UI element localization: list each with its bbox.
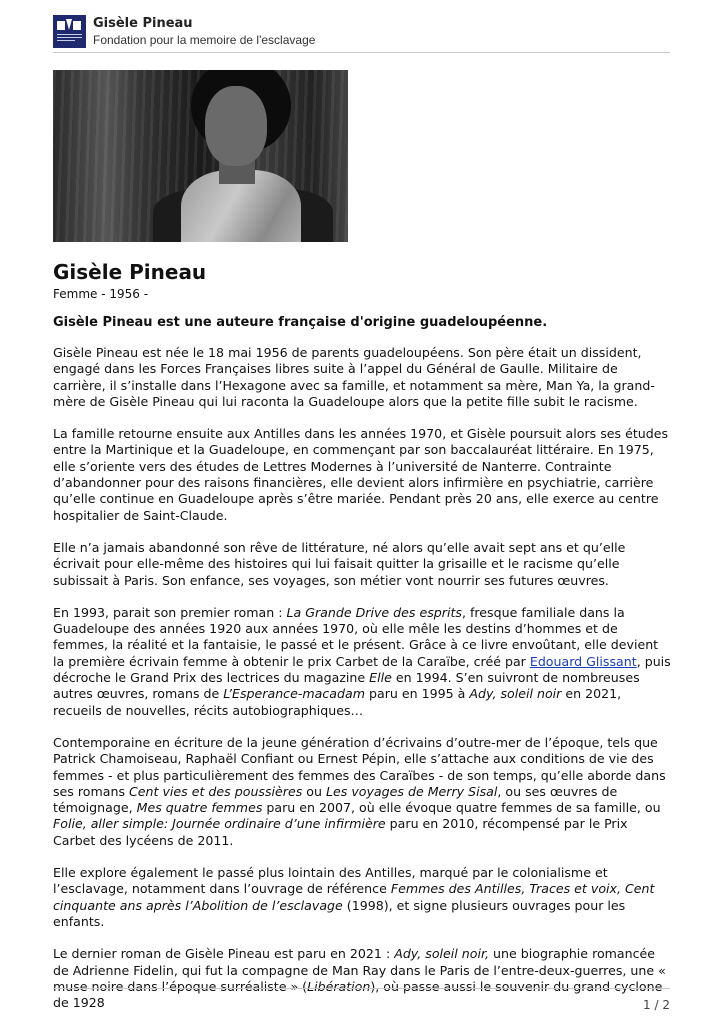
paragraph-1: Gisèle Pineau est née le 18 mai 1956 de parents guadeloupéens. Son père était un dissident, engagé dans les Forces Françaises libres suite à l’appel du Général de Gaulle. Militaire de carrière, il s’installe dans l’Hexagone avec sa famille, et notamment sa mère, Man Ya, la grand-mère de Gisèle Pineau qui lui raconta la Guadeloupe alors que la petite fille subit le racisme.: [53, 345, 655, 409]
book-title: Les voyages de Merry Sisal: [325, 783, 498, 799]
book-title: Ady, soleil noir: [469, 686, 562, 702]
paragraph-4: En 1993, parait son premier roman : La Grande Drive des esprits, fresque familiale dans la Guadeloupe des années 1920 aux années 1970, où elle mêle les destins d’hommes et de femmes, la réalité et la fantaisie, le passé et le présent. Grâce à ce livre envoûtant, elle devient la première écrivain femme à obtenir le prix Carbet de la Caraïbe, créé par Edouard Glissant, puis décroche le Grand Prix des lectrices du magazine Elle en 1994. S’en suivront de nombreuses autres œuvres, romans de L’Esperance-macadam paru en 1995 à Ady, soleil noir en 2021, recueils de nouvelles, récits autobiographiques…: [53, 604, 671, 718]
foundation-logo-icon: [53, 15, 86, 48]
header-subtitle: Fondation pour la memoire de l'esclavage: [93, 33, 316, 47]
book-title: Femmes des Antilles, Traces et voix, Cent cinquante ans après l’Abolition de l’esclavage: [53, 881, 655, 913]
page-number: 1 / 2: [643, 998, 670, 1012]
glissant-link[interactable]: Edouard Glissant: [529, 653, 637, 669]
portrait-photo: [53, 70, 348, 242]
paragraph-3: Elle n’a jamais abandonné son rêve de littérature, né alors qu’elle avait sept ans et qu’elle écrivait pour elle-même des histoires qui lui faisait quitter la grisaille et le racisme qu’elle subissait à Paris. Son enfance, ses voyages, son métier vont nourrir ses futures œuvres.: [53, 539, 626, 588]
lead-sentence: Gisèle Pineau est une auteure française d'origine guadeloupéenne.: [53, 315, 548, 330]
article-body: [53, 345, 673, 1027]
header-title: Gisèle Pineau: [93, 16, 193, 31]
document-header: [53, 14, 670, 53]
book-title: Mes quatre femmes: [136, 800, 263, 816]
person-name: Gisèle Pineau: [53, 260, 207, 284]
book-title: Folie, aller simple: Journée ordinaire d’une infirmière: [53, 816, 386, 832]
book-title: La Grande Drive des esprits: [286, 604, 462, 620]
book-title: Ady, soleil noir,: [394, 946, 490, 962]
book-title: Cent vies et des poussières: [129, 783, 303, 799]
paragraph-5: Contemporaine en écriture de la jeune génération d’écrivains d’outre-mer de l’époque, tels que Patrick Chamoiseau, Raphaël Confiant ou Ernest Pépin, elle s’attache aux conditions de vie des femmes - et plus particulièrement des femmes des Caraïbes - de son temps, qu’elle aborde dans ses romans Cent vies et des poussières ou Les voyages de Merry Sisal, ou ses œuvres de témoignage, Mes quatre femmes paru en 2007, où elle évoque quatre femmes de sa famille, ou Folie, aller simple: Journée ordinaire d’une infirmière paru en 2010, récompensé par le Prix Carbet des lycéens de 2011.: [53, 734, 666, 848]
paragraph-2: La famille retourne ensuite aux Antilles dans les années 1970, et Gisèle poursuit alors ses études entre la Martinique et la Guadeloupe, en commençant par son baccalauréat littéraire. En 1975, elle s’oriente vers des études de Lettres Modernes à l’université de Nanterre. Contrainte d’abandonner pour des raisons financières, elle devient alors infirmière en psychiatrie, carrière qu’elle continue en Guadeloupe après s’être mariée. Pendant près 20 ans, elle exerce au centre hospitalier de Saint-Claude.: [53, 426, 669, 523]
newspaper-title: Libération: [307, 978, 371, 994]
magazine-title: Elle: [369, 670, 392, 686]
book-title: L’Esperance-macadam: [223, 686, 365, 702]
document-footer: [53, 988, 670, 1012]
paragraph-7: Le dernier roman de Gisèle Pineau est paru en 2021 : Ady, soleil noir, une biographie romancée de Adrienne Fidelin, qui fut la compagne de Man Ray dans le Paris de l’entre-deux-guerres, une « muse noire dans l’époque surréaliste » (Libération), où passe aussi le souvenir du grand cyclone de 1928: [53, 946, 666, 1011]
person-meta: Femme - 1956 -: [53, 287, 149, 301]
paragraph-6: Elle explore également le passé plus lointain des Antilles, marqué par le colonialisme et l’esclavage, notamment dans l’ouvrage de référence Femmes des Antilles, Traces et voix, Cent cinquante ans après l’Abolition de l’esclavage (1998), et signe plusieurs ouvrages pour les enfants.: [53, 865, 655, 929]
